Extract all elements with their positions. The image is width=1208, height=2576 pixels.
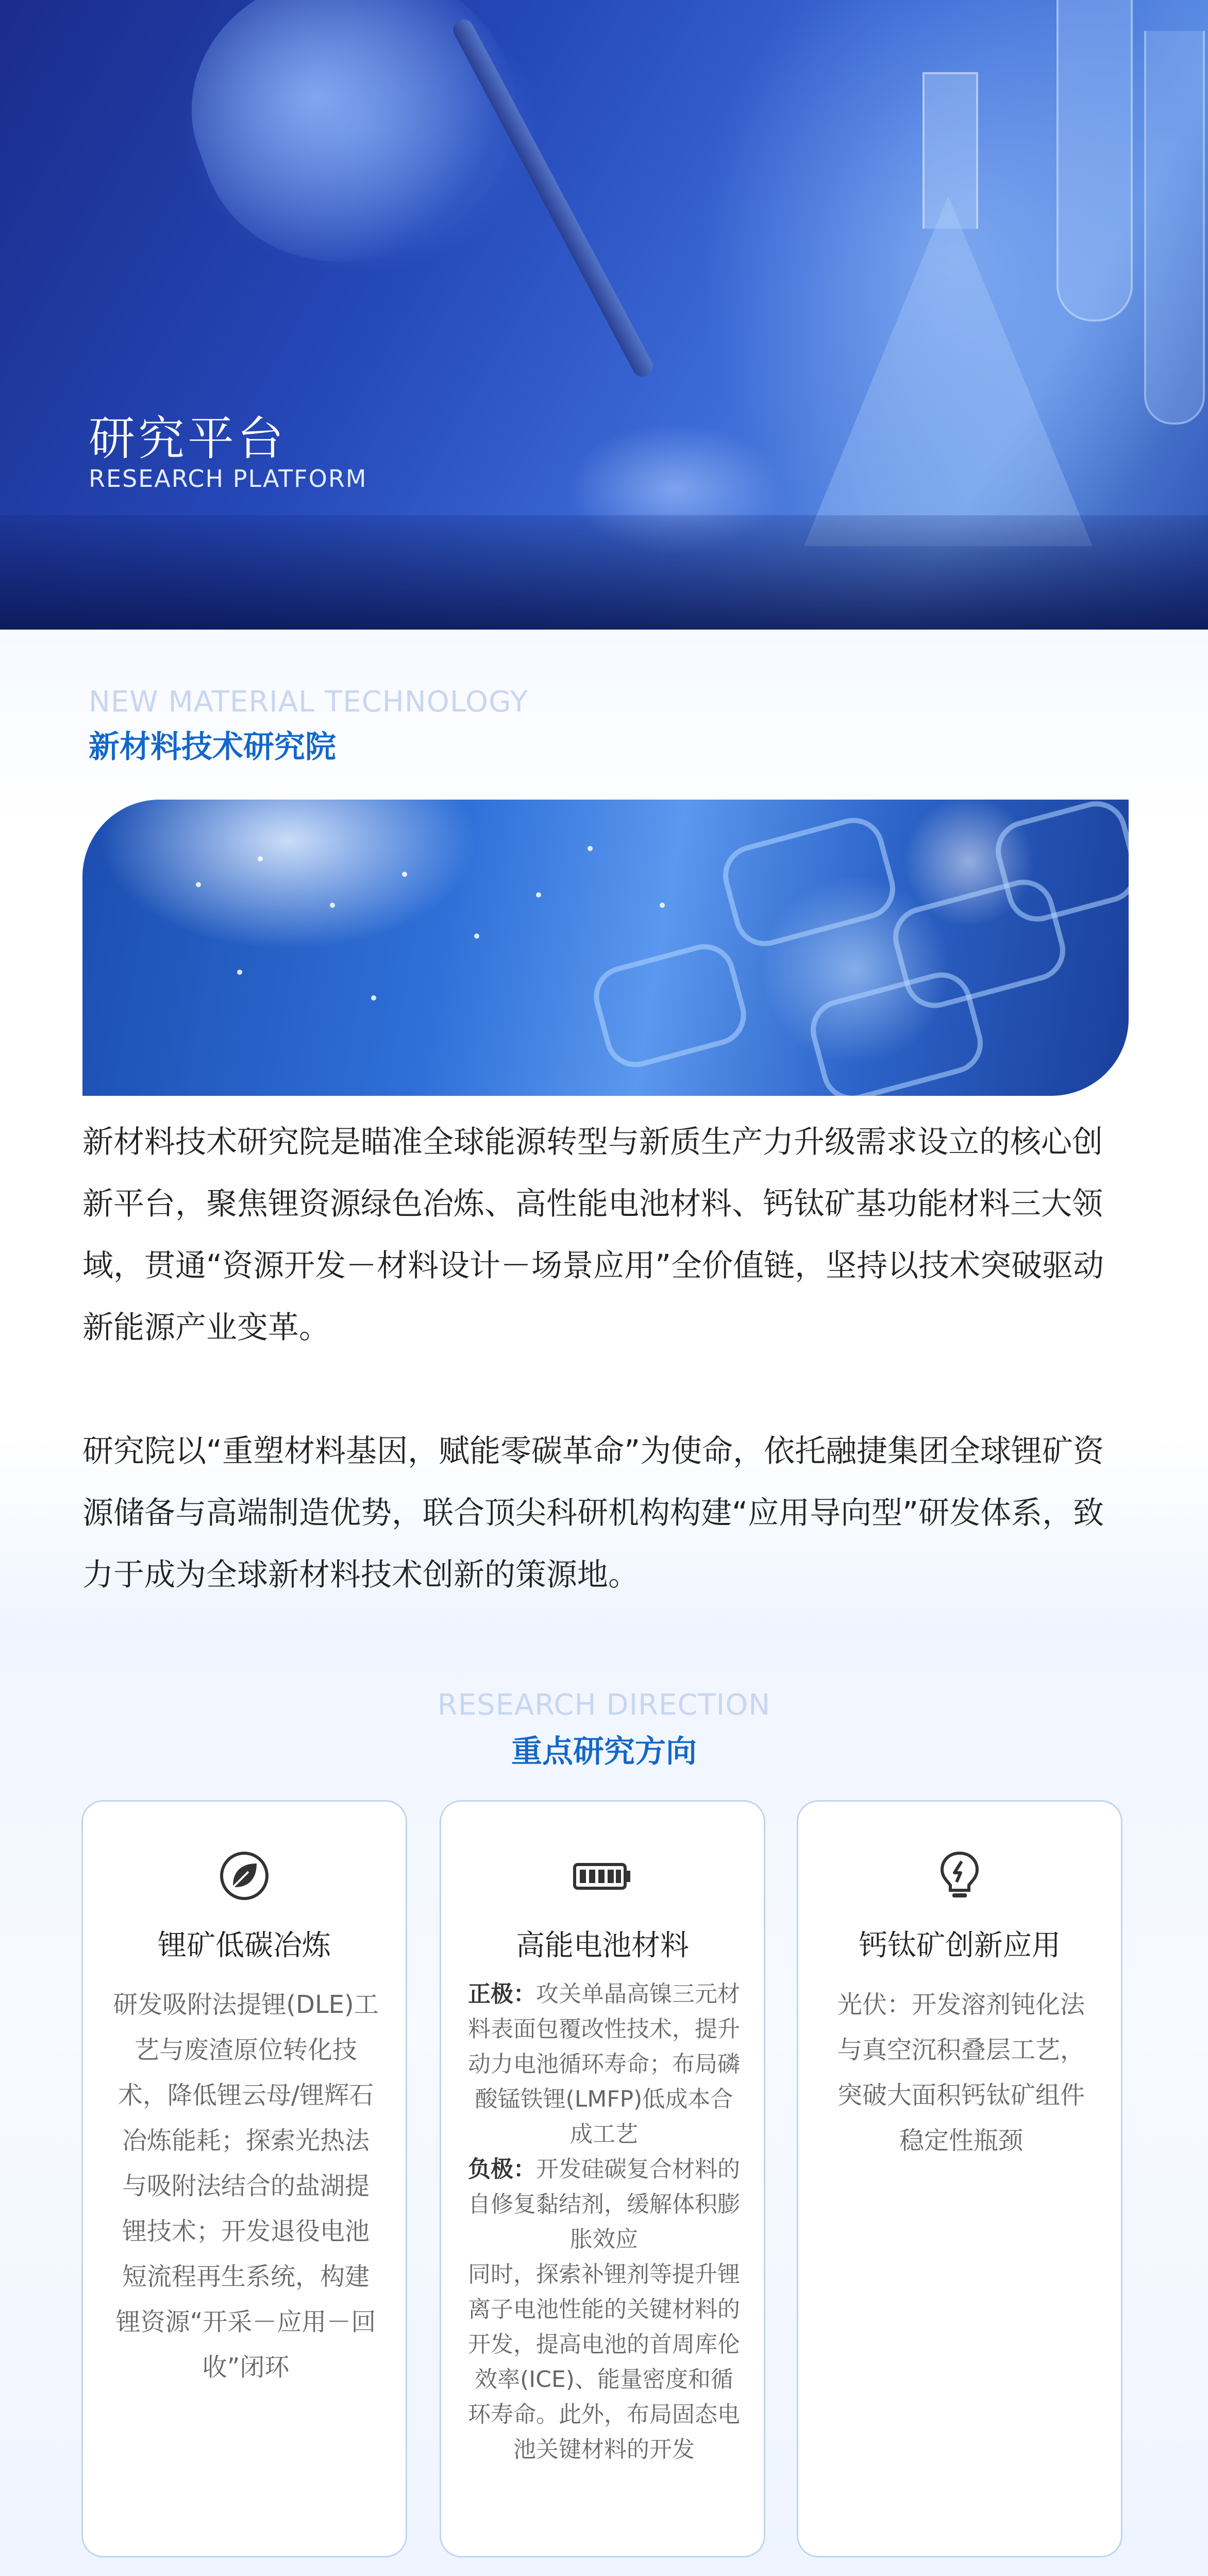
section-title: 重点研究方向	[511, 1734, 697, 1770]
research-direction-section	[0, 1639, 1208, 2576]
hex-graphic	[587, 937, 753, 1074]
battery-icon	[441, 1849, 764, 1903]
flask-graphic	[804, 196, 1093, 546]
light-dot	[536, 892, 541, 897]
circuit-banner-image	[82, 800, 1129, 1096]
anode-label: 负极：	[468, 2156, 536, 2182]
light-dot	[258, 856, 263, 861]
light-dot	[371, 995, 376, 1001]
anode-text: 开发硅碳复合材料的自修复黏结剂，缓解体积膨胀效应	[468, 2156, 740, 2252]
card-title: 钙钛矿创新应用	[859, 1929, 1061, 1962]
direction-card-battery-materials	[440, 1800, 765, 2557]
direction-card-lithium-smelting	[81, 1800, 407, 2557]
section-en-label: RESEARCH DIRECTION	[437, 1688, 771, 1722]
institute-section	[0, 630, 1208, 1639]
light-dot	[196, 882, 201, 887]
anode-paragraph	[464, 2152, 744, 2257]
card-body: 研发吸附法提锂(DLE)工艺与废渣原位转化技术，降低锂云母/锂辉石冶炼能耗；探索光热法与吸附法结合的盐湖提锂技术；开发退役电池短流程再生系统，构建锂资源“开采－应用－回收”闭环	[113, 1990, 379, 2382]
lab-bench-graphic	[0, 515, 1208, 630]
intro-paragraph: 新材料技术研究院是瞄准全球能源转型与新质生产力升级需求设立的核心创新平台，聚焦锂资源绿色冶炼、高性能电池材料、钙钛矿基功能材料三大领域，贯通“资源开发－材料设计－场景应用”全价值链，坚持以技术突破驱动新能源产业变革。	[82, 1124, 1104, 1346]
test-tube-graphic	[1056, 0, 1133, 321]
light-dot	[402, 872, 407, 877]
hero-banner	[0, 0, 1208, 630]
page-title: 研究平台	[89, 412, 287, 466]
card-body: 光伏：开发溶剂钝化法与真空沉积叠层工艺，突破大面积钙钛矿组件稳定性瓶颈	[837, 1990, 1085, 2155]
page-subtitle: RESEARCH PLATFORM	[89, 465, 367, 493]
card-body	[464, 1977, 744, 2467]
light-dot	[474, 934, 479, 939]
section-title: 新材料技术研究院	[89, 729, 336, 765]
direction-card-perovskite	[797, 1800, 1122, 2557]
mission-paragraph: 研究院以“重塑材料基因，赋能零碳革命”为使命，依托融捷集团全球锂矿资源储备与高端制造优势，联合顶尖科研机构构建“应用导向型”研发体系，致力于成为全球新材料技术创新的策源地。	[82, 1433, 1104, 1593]
lightbulb-icon	[798, 1849, 1121, 1903]
extra-text: 同时，探索补锂剂等提升锂离子电池性能的关键材料的开发，提高电池的首周库伦效率(ICE)、能量密度和循环寿命。此外，布局固态电池关键材料的开发	[468, 2261, 740, 2463]
cathode-paragraph	[464, 1977, 744, 2152]
hex-graphic	[716, 811, 902, 953]
cathode-text: 攻关单晶高镍三元材料表面包覆改性技术，提升动力电池循环寿命；布局磷酸锰铁锂(LMFP)低成本合成工艺	[468, 1981, 740, 2147]
leaf-icon	[83, 1849, 406, 1903]
test-tube-graphic	[1144, 31, 1205, 425]
cathode-label: 正极：	[468, 1981, 536, 2007]
light-dot	[588, 846, 593, 851]
light-dot	[660, 903, 665, 908]
light-dot	[237, 970, 242, 975]
light-dot	[330, 903, 335, 908]
lab-glove-graphic	[156, 0, 555, 303]
section-en-label: NEW MATERIAL TECHNOLOGY	[89, 685, 528, 719]
card-title: 锂矿低碳冶炼	[158, 1929, 331, 1962]
hex-graphic	[804, 965, 990, 1096]
card-title: 高能电池材料	[516, 1929, 689, 1962]
